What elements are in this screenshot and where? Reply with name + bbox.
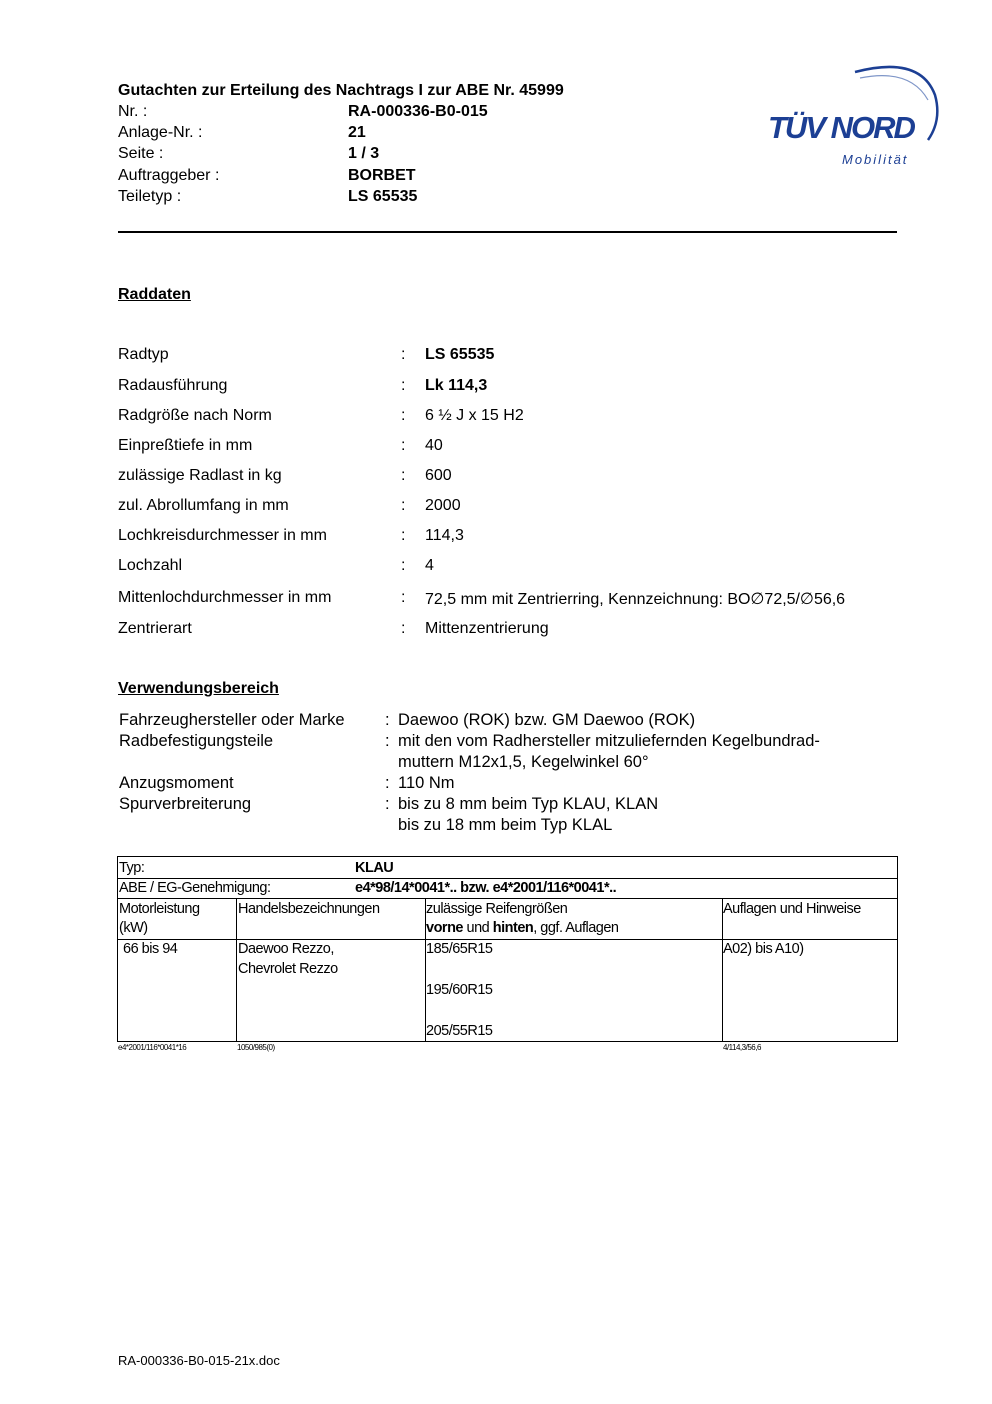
header-label: Anlage-Nr. : [118, 124, 203, 141]
colon: : [401, 346, 406, 363]
section-heading-verwendungsbereich: Verwendungsbereich [118, 680, 279, 697]
footnote-bolt-pattern: 4/114,3/56,6 [723, 1043, 761, 1052]
header-row-nr [118, 103, 488, 121]
header-vorne: vorne [426, 920, 463, 936]
tuv-nord-logo [760, 60, 945, 180]
table-col-rule [722, 898, 723, 1042]
colon: : [401, 557, 406, 574]
header-auflagen-suffix: , ggf. Auflagen [533, 920, 619, 936]
header-value: RA-000336-B0-015 [348, 103, 488, 120]
header-handelsbezeichnungen: Handelsbezeichnungen [238, 901, 380, 917]
verwendung-value: bis zu 18 mm beim Typ KLAL [398, 816, 613, 834]
header-label: Auftraggeber : [118, 167, 220, 184]
header-row-anlage [118, 124, 366, 142]
header-motorleistung: Motorleistung [119, 901, 200, 917]
verwendung-value: mit den vom Radhersteller mitzuliefernden Kegelbundrad- [398, 732, 820, 750]
colon: : [401, 467, 406, 484]
raddaten-value: 6 ½ J x 15 H2 [425, 407, 524, 424]
footnote-weight: 1050/985(0) [237, 1043, 275, 1052]
verwendung-value: Daewoo (ROK) bzw. GM Daewoo (ROK) [398, 711, 696, 729]
header-row-auftraggeber [118, 167, 416, 185]
colon: : [401, 527, 406, 544]
raddaten-value: 2000 [425, 497, 461, 514]
header-row-teiletyp [118, 188, 417, 206]
header-label: Seite : [118, 145, 164, 162]
raddaten-label: Radgröße nach Norm [118, 407, 272, 424]
verwendung-value: 110 Nm [398, 774, 455, 792]
typ-value: KLAU [355, 860, 394, 876]
colon: : [401, 437, 406, 454]
cell-auflagen: A02) bis A10) [723, 941, 804, 957]
raddaten-value: 114,3 [425, 527, 464, 544]
header-auflagen-hinweise: Auflagen und Hinweise [723, 901, 861, 917]
abe-label: ABE / EG-Genehmigung: [119, 880, 271, 896]
header-motorleistung-unit: (kW) [119, 920, 148, 936]
raddaten-value: 72,5 mm mit Zentrierring, Kennzeichnung: BO∅72,5/∅56,6 [425, 591, 846, 608]
colon: : [401, 407, 406, 424]
colon: : [401, 620, 406, 637]
header-value: 1 / 3 [348, 145, 380, 162]
raddaten-value: Mittenzentrierung [425, 620, 549, 637]
colon: : [401, 497, 406, 514]
cell-tire-2: 195/60R15 [426, 982, 493, 998]
header-divider [118, 231, 897, 233]
raddaten-label: Lochzahl [118, 557, 183, 574]
logo-subtitle: Mobilität [842, 152, 909, 167]
raddaten-label: Mittenlochdurchmesser in mm [118, 589, 332, 606]
colon: : [385, 795, 390, 813]
header-value: BORBET [348, 167, 416, 184]
header-value: 21 [348, 124, 366, 141]
raddaten-value: 40 [425, 437, 443, 454]
table-col-rule [236, 898, 237, 1042]
vehicle-table [117, 856, 898, 1042]
typ-label: Typ: [119, 860, 145, 876]
verwendung-label: Anzugsmoment [119, 774, 234, 792]
footer-filename: RA-000336-B0-015-21x.doc [118, 1353, 280, 1368]
verwendung-label: Spurverbreiterung [119, 795, 252, 813]
verwendung-value: bis zu 8 mm beim Typ KLAU, KLAN [398, 795, 659, 813]
raddaten-label: Lochkreisdurchmesser in mm [118, 527, 327, 544]
raddaten-value: 4 [425, 557, 434, 574]
cell-motorleistung: 66 bis 94 [123, 941, 178, 957]
colon: : [401, 589, 406, 606]
header-label: Teiletyp : [118, 188, 182, 205]
cell-tire-1: 185/65R15 [426, 941, 493, 957]
raddaten-label: Radausführung [118, 377, 228, 394]
raddaten-label: zul. Abrollumfang in mm [118, 497, 289, 514]
raddaten-value: Lk 114,3 [425, 377, 488, 394]
logo-wordmark: TÜV NORD [768, 110, 914, 145]
header-und: und [463, 920, 493, 936]
footnote-approval: e4*2001/116*0041*16 [118, 1043, 187, 1052]
section-heading-raddaten: Raddaten [118, 286, 191, 303]
cell-handel-2: Chevrolet Rezzo [238, 961, 338, 977]
document-title: Gutachten zur Erteilung des Nachtrags I zur ABE Nr. 45999 [118, 82, 564, 99]
header-reifengroessen: zulässige Reifengrößen [426, 901, 568, 917]
cell-handel-1: Daewoo Rezzo, [238, 941, 334, 957]
cell-tire-3: 205/55R15 [426, 1023, 493, 1039]
colon: : [385, 711, 390, 729]
verwendung-label: Radbefestigungsteile [119, 732, 274, 750]
header-reifengroessen-sub [426, 918, 618, 938]
raddaten-value: LS 65535 [425, 346, 495, 363]
colon: : [401, 377, 406, 394]
raddaten-value: 600 [425, 467, 452, 484]
raddaten-label: Einpreßtiefe in mm [118, 437, 253, 454]
header-row-seite [118, 145, 379, 163]
raddaten-label: Zentrierart [118, 620, 192, 637]
verwendung-value: muttern M12x1,5, Kegelwinkel 60° [398, 753, 649, 771]
header-label: Nr. : [118, 103, 148, 120]
raddaten-label: zulässige Radlast in kg [118, 467, 282, 484]
raddaten-label: Radtyp [118, 346, 169, 363]
colon: : [385, 732, 390, 750]
header-hinten: hinten [492, 920, 534, 936]
header-value: LS 65535 [348, 188, 418, 205]
verwendung-label: Fahrzeughersteller oder Marke [119, 711, 345, 729]
colon: : [385, 774, 390, 792]
abe-value: e4*98/14*0041*.. bzw. e4*2001/116*0041*.. [355, 880, 617, 896]
